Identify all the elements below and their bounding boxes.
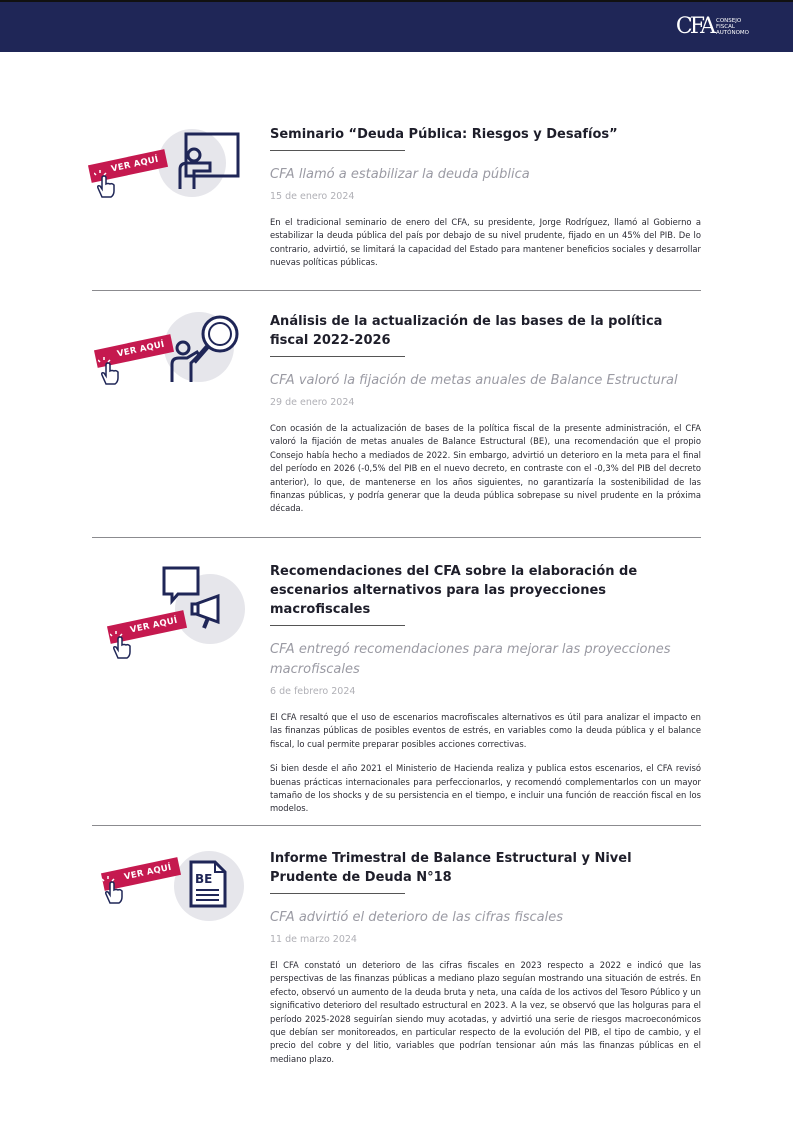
news-content <box>270 125 701 270</box>
logo-line: CONSEJO <box>716 18 742 24</box>
news-date: 29 de enero 2024 <box>270 397 355 408</box>
cfa-logo[interactable] <box>676 16 749 38</box>
news-body <box>270 422 701 516</box>
news-title[interactable]: Seminario “Deuda Pública: Riesgos y Desafíos” <box>270 127 618 142</box>
news-content <box>270 849 701 1066</box>
section-divider <box>92 825 701 826</box>
presentation-icon <box>172 129 242 195</box>
news-body <box>270 711 701 816</box>
document-be-icon <box>188 859 228 909</box>
icon-zone <box>92 849 262 989</box>
news-date: 11 de marzo 2024 <box>270 934 357 945</box>
news-content <box>270 562 701 816</box>
pointer-hand-icon <box>94 169 118 199</box>
news-subtitle: CFA valoró la fijación de metas anuales de Balance Estructural <box>270 373 678 388</box>
magnifier-person-icon <box>166 314 248 384</box>
ribbon-label: VER AQUÍ <box>110 154 160 175</box>
paragraph: El CFA resaltó que el uso de escenarios macrofiscales alternativos es útil para analizar el impacto en las finanzas públicas de posibles eventos de estrés, en variables como la deuda pública y el balance fiscal, lo cual permite preparar posibles acciones correctivas. <box>270 712 701 749</box>
title-underline <box>270 150 405 151</box>
document-icon-text: BE <box>195 872 213 886</box>
news-title[interactable]: Recomendaciones del CFA sobre la elaboración de escenarios alternativos para las proyecciones macrofiscales <box>270 564 638 617</box>
news-date: 6 de febrero 2024 <box>270 686 356 697</box>
page-header <box>0 0 793 52</box>
news-subtitle: CFA llamó a estabilizar la deuda pública <box>270 167 530 182</box>
pointer-hand-icon <box>98 356 122 386</box>
title-underline <box>270 625 405 626</box>
icon-zone <box>92 312 262 452</box>
news-body <box>270 216 701 270</box>
news-subtitle: CFA advirtió el deterioro de las cifras fiscales <box>270 910 563 925</box>
news-content <box>270 312 701 516</box>
logo-line: FISCAL <box>716 24 735 30</box>
paragraph: En el tradicional seminario de enero del CFA, su presidente, Jorge Rodríguez, llamó al Gobierno a estabilizar la deuda pública del país por debajo de su nivel prudente, fijado en un 45% del PIB. De lo contrario, advirtió, se limitará la capacidad del Estado para mantener beneficios sociales y desarrollar nuevas políticas públicas. <box>270 217 701 268</box>
pointer-hand-icon <box>102 875 126 905</box>
title-underline <box>270 356 405 357</box>
paragraph: El CFA constató un deterioro de las cifras fiscales en 2023 respecto a 2022 e indicó que las perspectivas de las finanzas públicas a mediano plazo seguían mostrando una situación de estrés. En efecto, observó un aumento de la deuda bruta y neta, una caída de los activos del Tesoro Público y un significativo deterioro del resultado estructural en 2023. A la vez, se observó que las holguras para el período 2025-2028 seguirían siendo muy acotadas, y advirtió una serie de riesgos macroeconómicos que debían ser monitoreados, en particular respecto de la evolución del PIB, el tipo de cambio, y el precio del cobre y del litio, variables que podrían tensionar aún más las finanzas públicas en el mediano plazo. <box>270 960 701 1064</box>
news-title[interactable]: Análisis de la actualización de las bases de la política fiscal 2022-2026 <box>270 314 663 348</box>
logo-mark: CFA <box>675 14 713 39</box>
section-divider <box>92 290 701 291</box>
paragraph: Si bien desde el año 2021 el Ministerio de Hacienda realiza y publica estos escenarios, el CFA revisó buenas prácticas internacionales para perfeccionarlos, y recomendó complementarlos con un mayor tamaño de los shocks y de su persistencia en el tiempo, e incluir una función de reacción fiscal en los modelos. <box>270 763 701 814</box>
title-underline <box>270 893 405 894</box>
news-title[interactable]: Informe Trimestral de Balance Estructural y Nivel Prudente de Deuda N°18 <box>270 851 632 885</box>
news-subtitle: CFA entregó recomendaciones para mejorar las proyecciones macrofiscales <box>270 642 671 677</box>
icon-zone <box>92 125 262 265</box>
ribbon-label: VER AQUÍ <box>129 615 179 636</box>
pointer-hand-icon <box>110 630 134 660</box>
news-date: 15 de enero 2024 <box>270 191 355 202</box>
ribbon-label: VER AQUÍ <box>116 339 166 360</box>
news-body <box>270 959 701 1066</box>
logo-line: AUTÓNOMO <box>716 30 749 36</box>
ribbon-label: VER AQUÍ <box>123 862 173 883</box>
icon-zone <box>92 562 262 702</box>
section-divider <box>92 537 701 538</box>
logo-text <box>716 18 749 36</box>
paragraph: Con ocasión de la actualización de bases de la política fiscal de la presente administración, el CFA valoró la fijación de metas anuales de Balance Estructural (BE), una recomendación que el propio Consejo había hecho a mediados de 2022. Sin embargo, advirtió un deterioro en la meta para el final del período en 2026 (-0,5% del PIB en el nuevo decreto, en contraste con el -0,3% del PIB del decreto anterior), lo que, de mantenerse en los años siguientes, no garantizaría la sostenibilidad de las finanzas públicas, y podría generar que la deuda pública sobrepase su nivel prudente en la próxima década. <box>270 423 701 514</box>
